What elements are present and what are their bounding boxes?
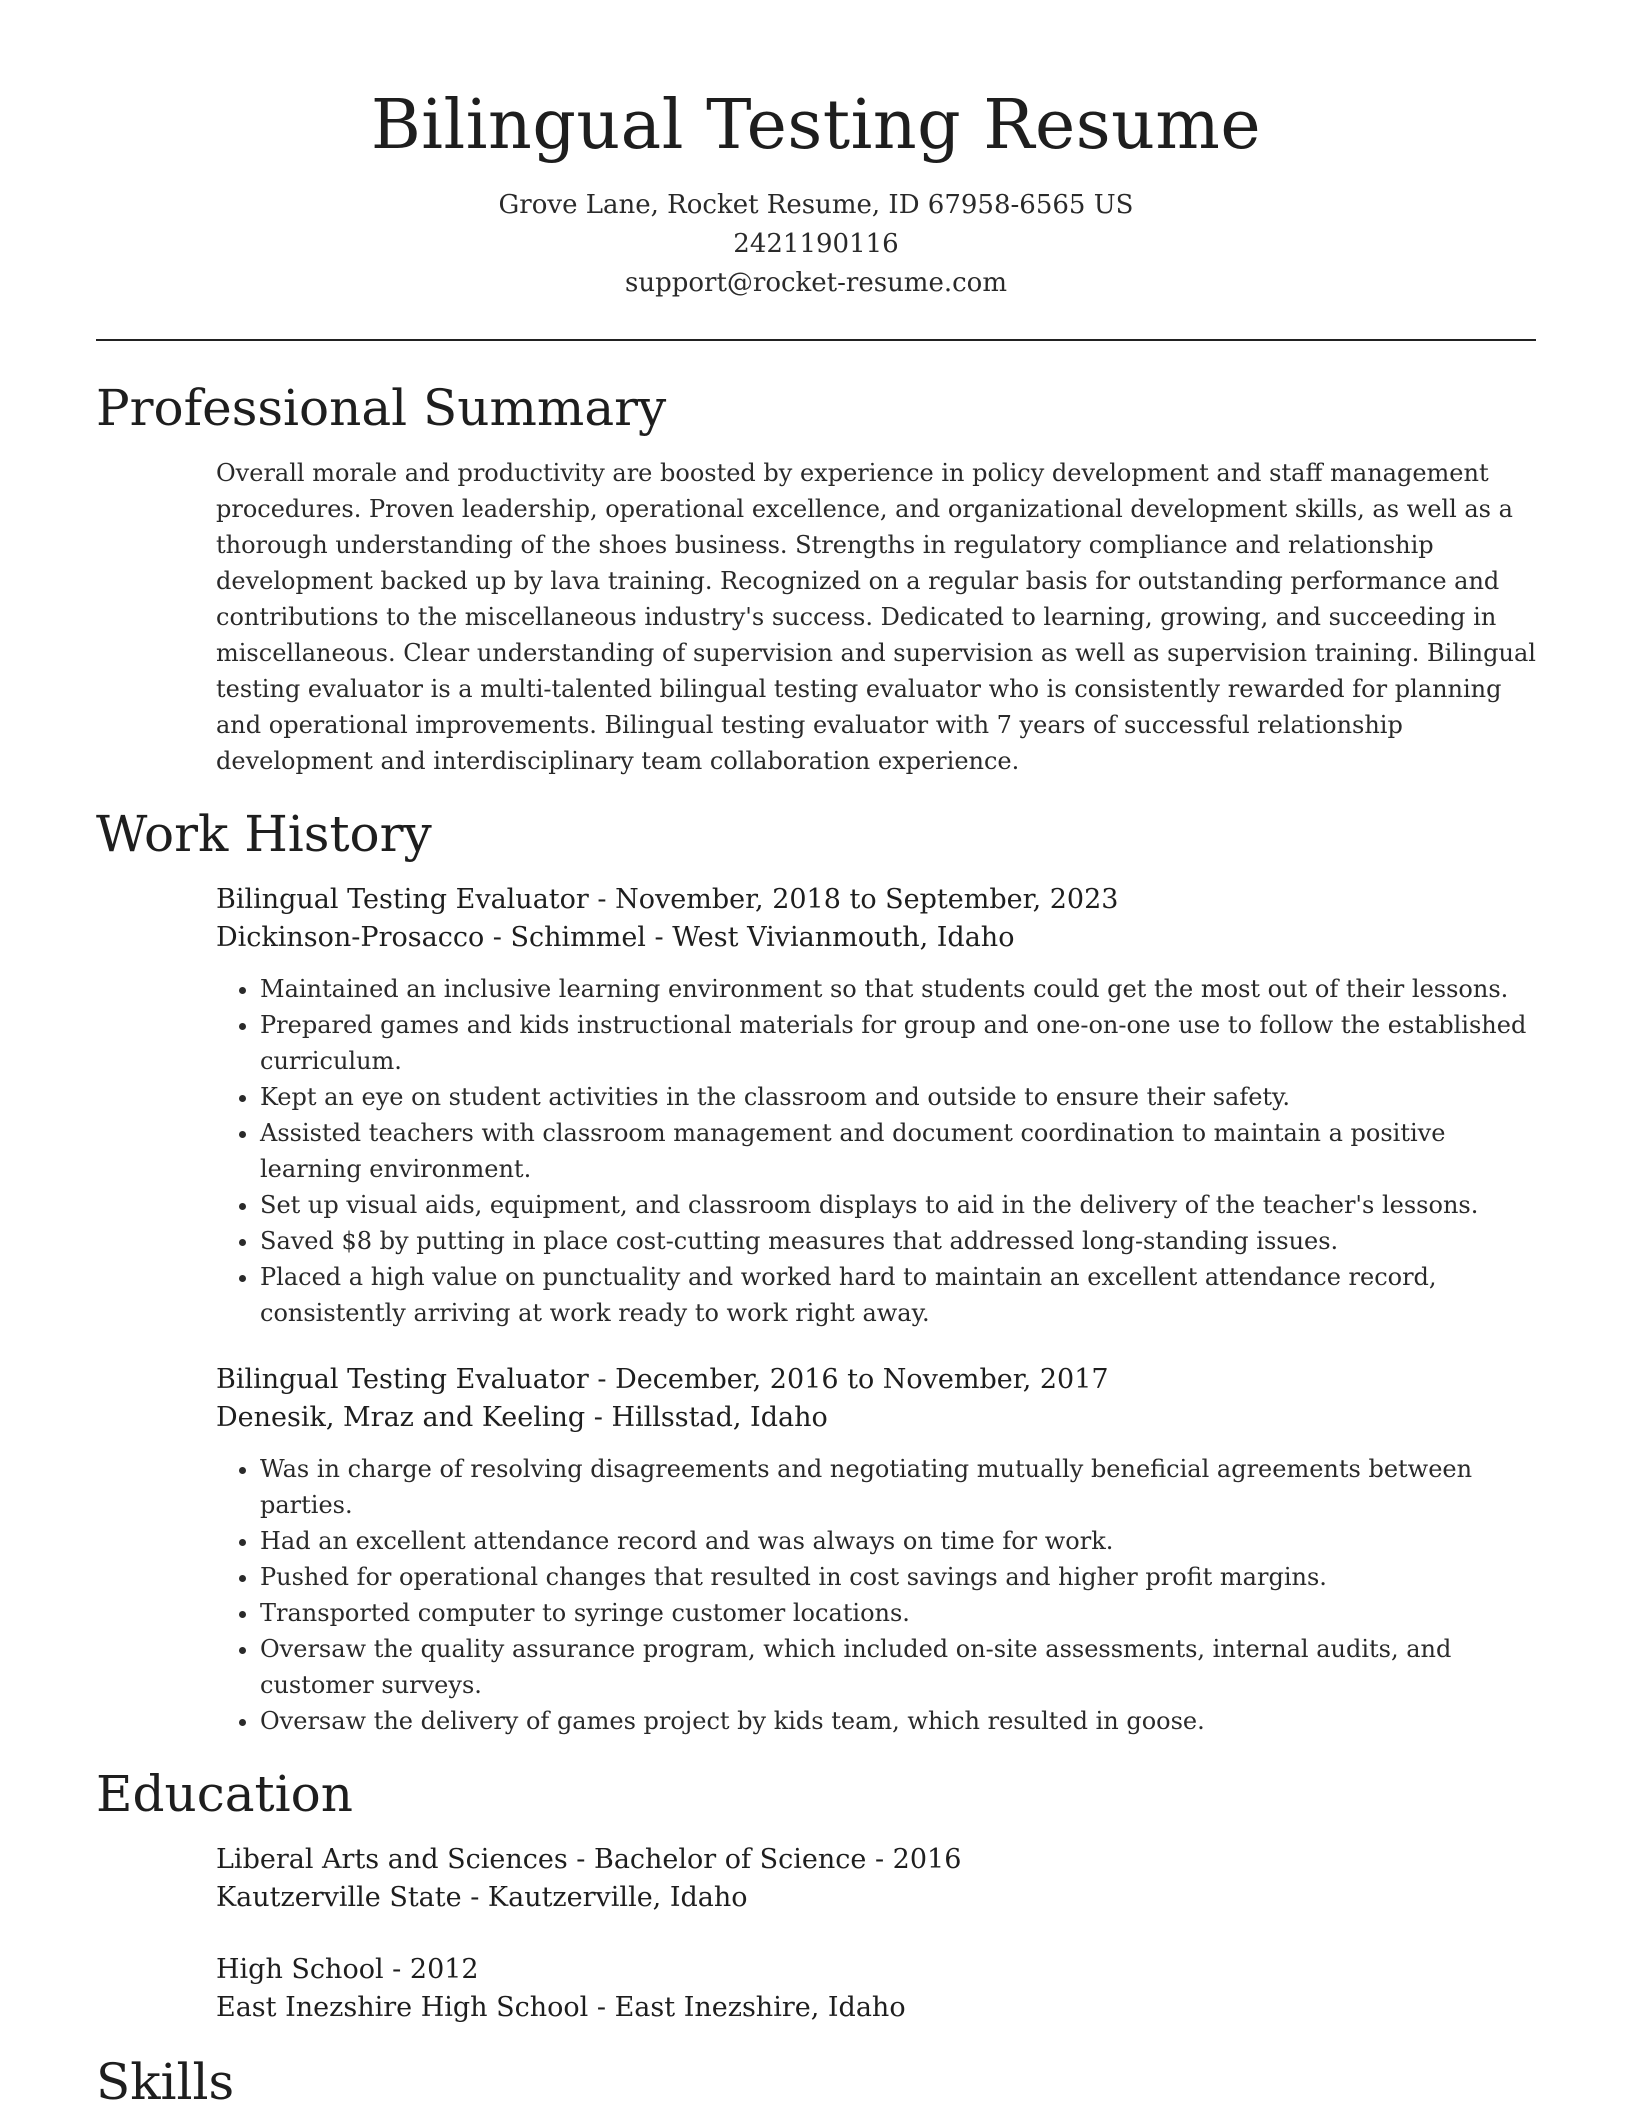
separator: - xyxy=(866,1844,893,1875)
job-bullet: • Kept an eye on student activities in the classroom and outside to ensure their safety. xyxy=(260,1079,1536,1115)
job-bullet: • Prepared games and kids instructional materials for group and one-on-one use to follow the established curriculum. xyxy=(260,1007,1536,1079)
job-location: West Vivianmouth, Idaho xyxy=(672,922,1015,953)
job-bullet: • Set up visual aids, equipment, and classroom displays to aid in the delivery of the teacher's lessons. xyxy=(260,1187,1536,1223)
education-degree: Bachelor of Science xyxy=(593,1844,867,1875)
separator: - xyxy=(585,1402,612,1433)
job-company-line xyxy=(216,919,1536,957)
job-bullet: • Maintained an inclusive learning environment so that students could get the most out of their lessons. xyxy=(260,971,1536,1007)
job-dates: December, 2016 to November, 2017 xyxy=(615,1364,1109,1395)
job-bullet: • Pushed for operational changes that resulted in cost savings and higher profit margins. xyxy=(260,1559,1536,1595)
header-divider xyxy=(96,339,1536,341)
education-field: High School xyxy=(216,1954,384,1985)
contact-email: support@rocket-resume.com xyxy=(624,268,1007,298)
skills-heading: Skills xyxy=(96,2053,235,2111)
separator: - xyxy=(567,1844,594,1875)
job-bullet: • Oversaw the delivery of games project by kids team, which resulted in goose. xyxy=(260,1703,1536,1739)
education-entry xyxy=(216,1841,1536,1917)
separator: - xyxy=(588,1992,615,2023)
education-degree-line xyxy=(216,1841,1536,1879)
education-school-line xyxy=(216,1879,1536,1917)
resume-page xyxy=(96,0,1536,2115)
job-bullet: • Oversaw the quality assurance program, which included on-site assessments, internal audits, and customer surveys. xyxy=(260,1631,1536,1703)
job-bullet: • Saved $8 by putting in place cost-cutting measures that addressed long-standing issues. xyxy=(260,1223,1536,1259)
job-location: Hillsstad, Idaho xyxy=(611,1402,828,1433)
job-bullet: • Was in charge of resolving disagreements and negotiating mutually beneficial agreements between parties. xyxy=(260,1451,1536,1523)
separator: - xyxy=(461,1882,488,1913)
separator: - xyxy=(588,1364,616,1395)
resume-header xyxy=(96,0,1536,303)
job-bullet: • Assisted teachers with classroom management and document coordination to maintain a positive learning environment. xyxy=(260,1115,1536,1187)
job-bullet: • Placed a high value on punctuality and worked hard to maintain an excellent attendance record, consistently arriving at work ready to work right away. xyxy=(260,1259,1536,1331)
summary-section xyxy=(216,455,1536,779)
education-section xyxy=(216,1841,1536,2027)
job-entry xyxy=(216,1361,1536,1739)
education-degree-line xyxy=(216,1951,1536,1989)
education-year: 2012 xyxy=(409,1954,479,1985)
education-field: Liberal Arts and Sciences xyxy=(216,1844,568,1875)
contact-block xyxy=(96,186,1536,303)
job-entry xyxy=(216,881,1536,1331)
job-company-line xyxy=(216,1399,1536,1437)
education-school: Kautzerville State xyxy=(216,1882,462,1913)
job-bullets xyxy=(216,971,1536,1331)
job-title-line xyxy=(216,1361,1536,1399)
separator: - xyxy=(383,1954,410,1985)
job-title: Bilingual Testing Evaluator xyxy=(216,884,589,915)
contact-address: Grove Lane, Rocket Resume, ID 67958-6565 US xyxy=(498,190,1134,220)
education-school-line xyxy=(216,1989,1536,2027)
education-location: Kautzerville, Idaho xyxy=(487,1882,748,1913)
job-title: Bilingual Testing Evaluator xyxy=(216,1364,589,1395)
separator: - xyxy=(588,884,616,915)
resume-title: Bilingual Testing Resume xyxy=(370,86,1262,165)
education-location: East Inezshire, Idaho xyxy=(614,1992,906,2023)
education-school: East Inezshire High School xyxy=(216,1992,589,2023)
education-heading: Education xyxy=(96,1765,353,1823)
job-company: Denesik, Mraz and Keeling xyxy=(216,1402,586,1433)
job-title-line xyxy=(216,881,1536,919)
job-dates: November, 2018 to September, 2023 xyxy=(615,884,1119,915)
job-bullets xyxy=(216,1451,1536,1739)
summary-heading: Professional Summary xyxy=(96,379,667,437)
separator: - xyxy=(645,922,673,953)
work-history-section xyxy=(216,881,1536,1739)
summary-text: Overall morale and productivity are boosted by experience in policy development and staff management procedures. Proven leadership, operational excellence, and organizational development skills, as well as a thorough understanding of the shoes business. Strengths in regulatory compliance and relationship development backed up by lava training. Recognized on a regular basis for outstanding performance and contributions to the miscellaneous industry's success. Dedicated to learning, growing, and succeeding in miscellaneous. Clear understanding of supervision and supervision as well as supervision training. Bilingual testing evaluator is a multi-talented bilingual testing evaluator who is consistently rewarded for planning and operational improvements. Bilingual testing evaluator with 7 years of successful relationship development and interdisciplinary team collaboration experience. xyxy=(216,459,1536,775)
job-bullet: • Transported computer to syringe customer locations. xyxy=(260,1595,1536,1631)
education-entry xyxy=(216,1951,1536,2027)
job-company: Dickinson-Prosacco - Schimmel xyxy=(216,922,646,953)
work-history-heading: Work History xyxy=(96,805,432,863)
job-bullet: • Had an excellent attendance record and was always on time for work. xyxy=(260,1523,1536,1559)
contact-phone: 2421190116 xyxy=(733,229,899,259)
education-year: 2016 xyxy=(892,1844,962,1875)
